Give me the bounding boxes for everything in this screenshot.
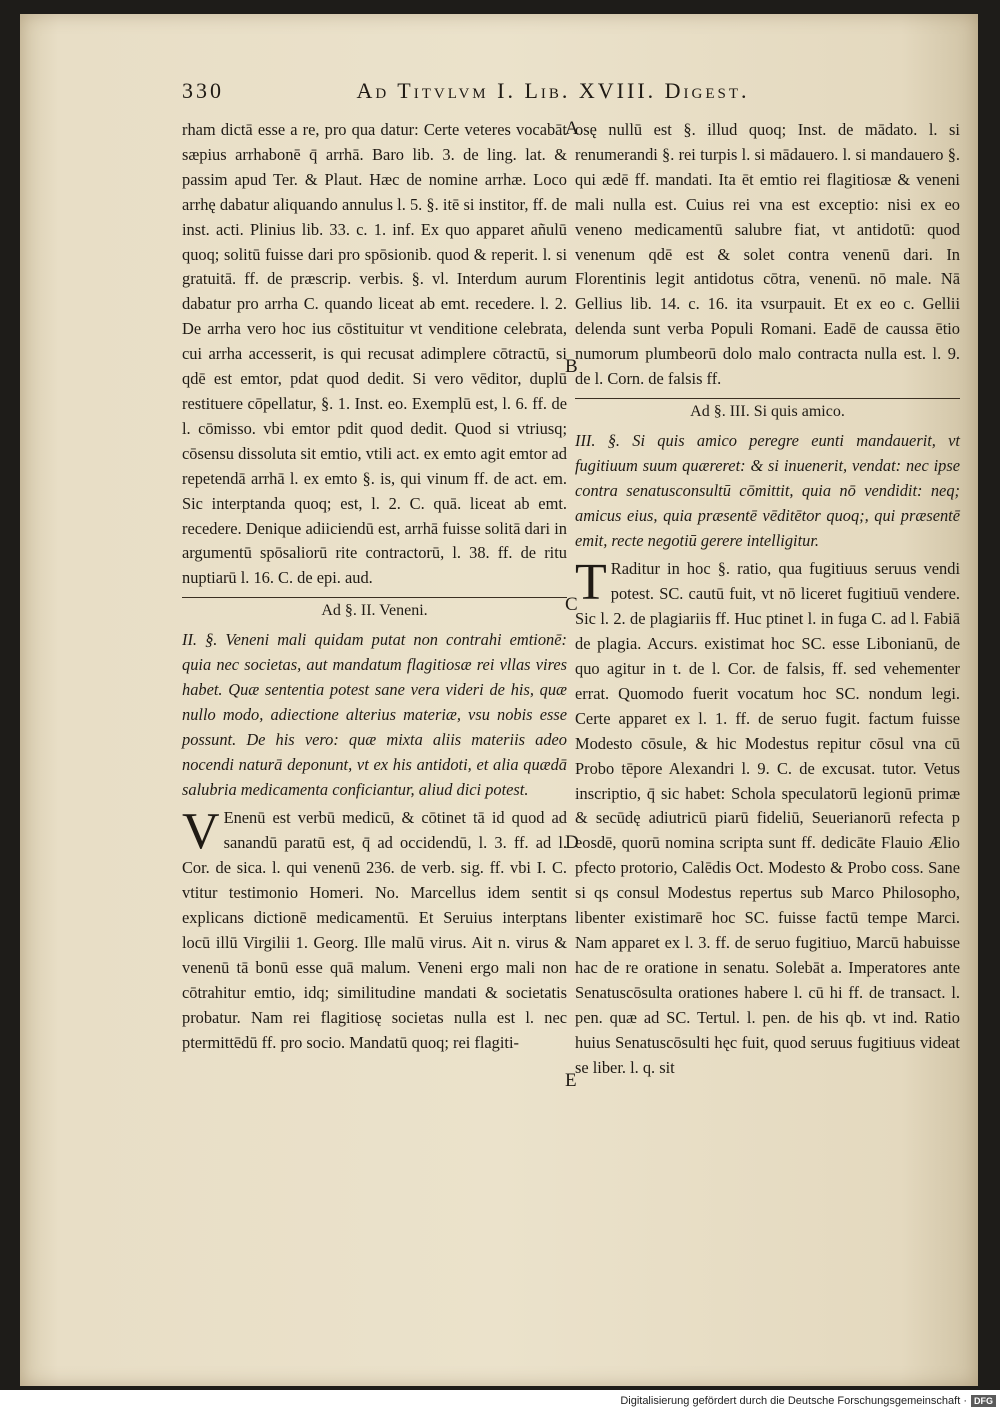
section-heading-si-quis-amico: Ad §. III. Si quis amico. [575, 398, 960, 425]
dfg-logo: DFG [971, 1395, 996, 1407]
drop-cap-t: T [575, 554, 607, 612]
commentary-fugitiuus [575, 554, 960, 1080]
margin-letter-d: D [565, 832, 579, 853]
left-paragraph-arrha: rham dictā esse a re, pro qua datur: Certe veteres vocabāt sæpius arrhabonē q̄ arrhā. Baro lib. 3. de ling. lat. & passim apud Ter. & Plaut. Hæc de nomine arrhæ. Loco arrhę dabatur aliquando annulus l. 5. §. itē si institor, ff. de inst. acti. Plinius lib. 33. c. 1. inf. Ex quo apparet añulū quoq; solitū fuisse dari pro spōsionib. quod & reperit. l. si gratuitā. ff. de præscrip. verbis. §. vl. Interdum aurum dabatur pro arrha C. quando liceat ab emt. recedere. l. 2. De arrha vero hoc ius cōstituitur vt venditione celebrata, cui arrha accesserit, is qui recusat adimplere cōtractū, si qdē est emtor, pdat quod dedit. Si vero vēditor, duplū restituere cōpellatur, §. 1. Inst. eo. Exemplū est, l. 6. ff. de l. cōmisso. vbi emtor pdit quod dedit. Quod si vtriusq; cōsensu dissoluta sit emtio, vtili act. ex emto agit emtor ad repetendā arrhā l. ex emto §. is, qui vinum ff. de act. em. Sic interptanda quoq; est, l. 2. C. quā. liceat ab emt. recedere. Denique adiiciendū est, arrhā fuisse solitā dari in argumentū spōsaliorū rite contractorū, l. 38. ff. de ritu nuptiarū l. 16. C. de epi. aud. [182, 120, 567, 588]
left-column [182, 118, 567, 1060]
book-page [20, 14, 978, 1386]
margin-letter-b: B [565, 356, 578, 377]
dfg-credit: Digitalisierung gefördert durch die Deutsche Forschungsgemeinschaft · [620, 1395, 967, 1407]
margin-letter-e: E [565, 1070, 577, 1091]
commentary-veneni-text: Enenū est verbū medicū, & cōtinet tā id quod ad sanandū paratū est, q̄ ad occidendū, l. 3. ff. ad l. Cor. de sica. l. qui venenū 236. de verb. sig. ff. vbi I. C. vtitur testimonio Homeri. No. Marcellus idem sentit explicans dictionē medicamentū. Et Seruius interptans locū illū Virgilii 1. Georg. Ille malū virus. Ait n. virus & venenū tā bonū esse quā malum. Veneni ergo mali non cōtrahitur emtio, idq; similitudine mandati & societatis probatur. Nam rei flagitiosę societas nulla est l. nec ptermittēdū ff. pro socio. Mandatū quoq; rei flagiti- [182, 808, 567, 1052]
page-number: 330 [182, 78, 224, 103]
section-heading-veneni: Ad §. II. Veneni. [182, 597, 567, 624]
page-header [182, 78, 882, 104]
margin-letter-c: C [565, 594, 578, 615]
commentary-veneni [182, 803, 567, 1055]
running-title: Ad Titvlvm I. Lib. XVIII. Digest. [356, 78, 750, 103]
right-column [575, 118, 960, 1084]
right-paragraph-mandato: osę nullū est §. illud quoq; Inst. de mādato. l. si renumerandi §. rei turpis l. si mādauero. l. si mandauero §. qui ædē ff. mandati. Ita ēt emtio rei flagitiosæ & veneni mali nulla est. Cuius rei vna est exceptio: nisi ex eo veneno medicamentū salubre fiat, vt antidotū: quod venenum qdē est & solet contra venenū dari. In Florentinis legit antidotus cōtra, venenū. nō male. Nā Gellius lib. 14. c. 16. ita vsurpauit. Et ex eo c. Gellii delenda sunt verba Populi Romani. Eadē de caussa ētio numorum plumbeorū dolo malo contracta nulla est. l. 9. de l. Corn. de falsis ff. [575, 120, 960, 389]
lemma-section-2: II. §. Veneni mali quidam putat non contrahi emtionē: quia nec societas, aut mandatum flagitiosæ rei vllas vires habet. Quæ sententia potest sane vera videri de his, quæ nullo modo, adiectione alterius materiæ, vsu nobis esse possunt. De his vero: quæ mixta aliis materiis adeo nocendi naturā deponunt, vt ex his antidoti, et alia quædā salubria medicamenta conficiantur, aliud dici potest. [182, 630, 567, 799]
drop-cap-v: V [182, 803, 220, 861]
digitization-footer [0, 1390, 1000, 1412]
margin-letter-a: A [565, 118, 579, 139]
commentary-fugitiuus-text: Raditur in hoc §. ratio, qua fugitiuus seruus vendi potest. SC. cautū fuit, vt nō liceret fugitiuū vendere. Sic l. 2. de plagiariis ff. Huc ptinet l. in fuga C. ad l. Fabiā de plagia. Accurs. existimat hoc SC. esse Libonianū, de quo agitur in t. de l. Cor. de falsis, ff. sed vehementer errat. Quomodo fuerit vocatum hoc SC. nondum legi. Certe apparet ex l. 1. ff. de seruo fugit. factum fuisse Modesto cōsule, & hic Modestus repitur cōsul vna cū Probo tēpore Alexandri l. 9. C. de excusat. tutor. Vetus inscriptio, q̄ sic habet: Schola speculatorū legionū primæ & secūdę adiutricū piarū fideliū, Seuerianorū refecta p eosdē, quorū nomina scripta sunt ff. dedicāte Flauio Ælio pfecto protorio, Calēdis Oct. Modesto & Probo coss. Sane si qs consul Modestus repertus sub Marco Philosopho, libenter existimarē hoc SC. fuisse factū tempe Marci. Nam apparet ex l. 3. ff. de seruo fugitiuo, Marcū habuisse hac de re oratione in senatu. Solebāt a. Imperatores ante Senatuscōsulta orationes habere l. cū hi ff. de transact. l. pen. quæ ad SC. Tertul. l. pen. de his qb. vt ind. Ratio huius Senatuscōsulti hęc fuit, quod seruus fugitiuus videat se liber. l. q. sit [575, 559, 960, 1077]
lemma-section-3: III. §. Si quis amico peregre eunti mandauerit, vt fugitiuum suum quæreret: & si inuenerit, vendat: nec ipse contra senatusconsultū cōmittit, quia nō vendidit: neq; amicus eius, quia præsentē vēditētor quoq;, qui præsentē emit, recte negotiū gerere intelligitur. [575, 430, 960, 550]
